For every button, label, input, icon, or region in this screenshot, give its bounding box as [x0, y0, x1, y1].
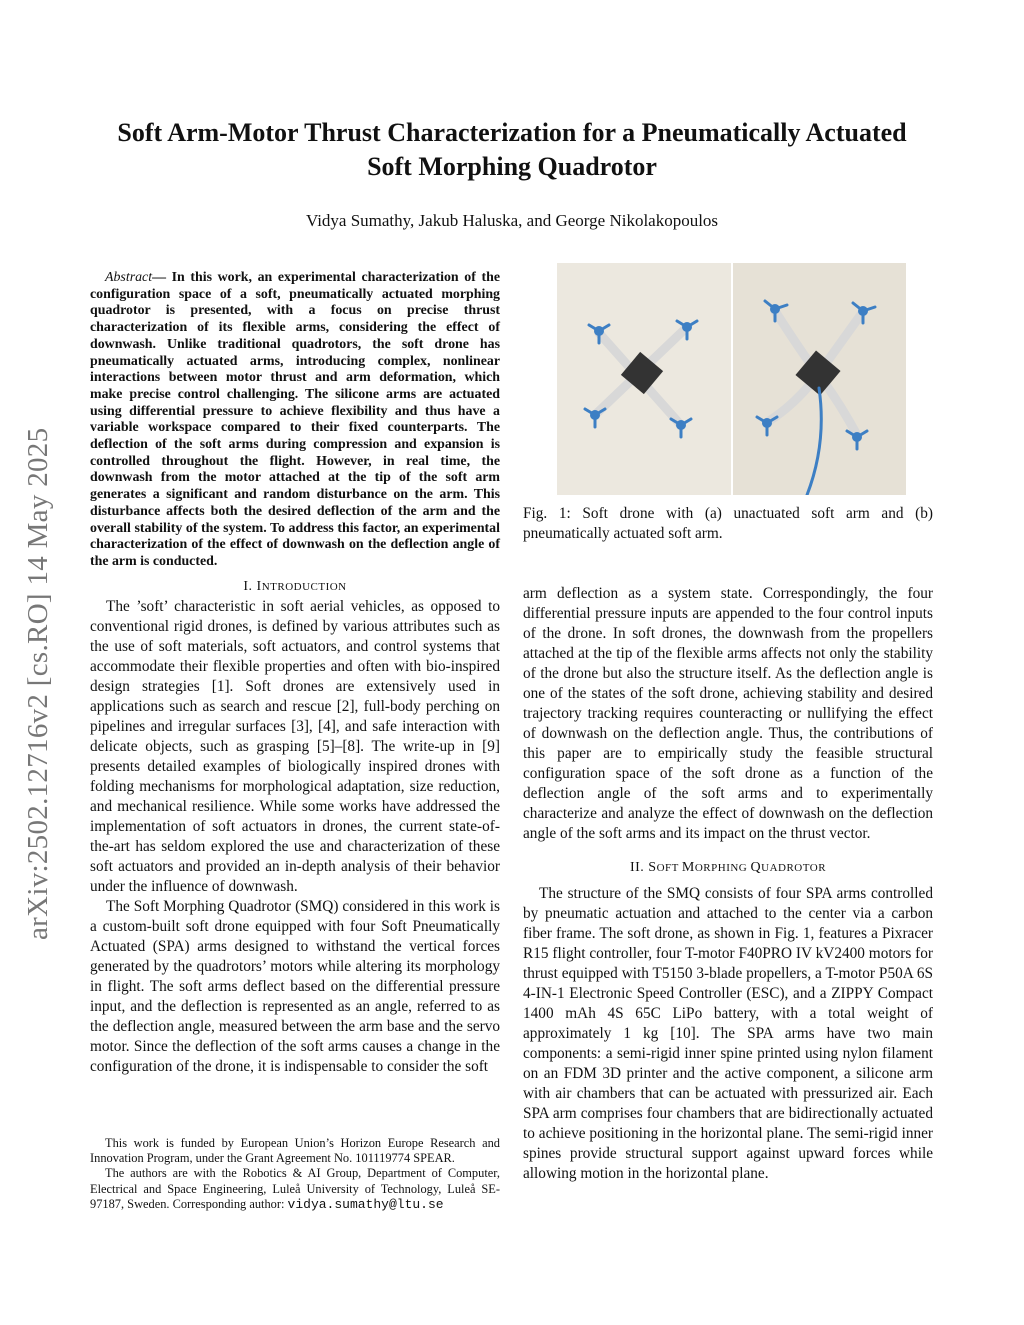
affiliation-footnote: The authors are with the Robotics & AI Group, Department of Computer, Electrical and Space Engineering, Luleå University of Technology, Luleå SE-97187, Sweden. Corresponding author: vidya.sumathy@ltu.se	[90, 1166, 500, 1212]
authors: Vidya Sumathy, Jakub Haluska, and George Nikolakopoulos	[305, 211, 719, 230]
abstract-text: — In this work, an experimental characterization of the configuration space of a soft, pneumatically actuated morphing quadrotor is presented, with a focus on precise thrust characterization of its flexible arms, considering the effect of downwash. Unlike traditional quadrotors, the soft drone has pneumatically actuated arms, introducing complex, nonlinear interactions between motor thrust and arm deformation, which make precise control challenging. The silicone arms are actuated using differential pressure to achieve flexibility and thus have a variable workspace compared to their fixed counterparts. The deflection of the soft arms during compression and expansion is controlled throughout the flight. However, in real time, the downwash from the motor attached at the tip of the soft arm generates a significant and random disturbance on the arm. This disturbance affects both the desired deflection of the arm and the overall stability of the system. To address this factor, an experimental characterization of the effect of downwash on the deflection angle of the arm is conducted.	[90, 270, 500, 569]
intro-paragraph-2-continued: arm deflection as a system state. Correspondingly, the four differential pressure inputs are appended to the four control inputs of the drone. In soft drones, the downwash from the propellers attached at the tip of the flexible arms affects not only the stability of the drone but also the structure itself. As the deflection angle is one of the states of the soft drone, achieving stability and desired trajectory tracking requires counteracting or nullifying the effect of downwash on the deflection angle. Thus, the contributions of this paper are to empirically study the feasible structural configuration space of the soft drone as a function of the deflection angle of the soft arms and to experimentally characterize and analyze the effect of downwash on the deflection angle of the soft arms and its impact on the thrust vector.	[523, 585, 933, 842]
footnotes	[90, 1136, 500, 1212]
section-heading-soft-morphing-quadrotor: II. SOFT MORPHING QUADROTOR	[629, 860, 827, 875]
section-heading-introduction: I. INTRODUCTION	[243, 578, 347, 594]
soft-drone-photos	[557, 263, 906, 495]
abstract	[90, 270, 500, 571]
title-line-2: Soft Morphing Quadrotor	[367, 152, 657, 181]
right-column	[523, 584, 933, 1184]
funding-footnote: This work is funded by European Union’s Horizon Europe Research and Innovation Program, under the Grant Agreement No. 101119774 SPEAR.	[90, 1136, 500, 1166]
abstract-label: Abstract	[105, 270, 153, 285]
figure-1-caption: Fig. 1: Soft drone with (a) unactuated soft arm and (b) pneumatically actuated soft arm.	[523, 505, 933, 542]
intro-paragraph-2: The Soft Morphing Quadrotor (SMQ) considered in this work is a custom-built soft drone equipped with four Soft Pneumatically Actuated (SPA) arms designed to withstand the vertical forces generated by the quadrotors’ motors while altering its morphology in flight. The soft arms deflect based on the differential pressure input, and the deflection is represented as an angle, referred to as the deflection angle, measured between the arm base and the servo motor. Since the deflection of the soft arms causes a change in the configuration of the drone, it is indispensable to consider the soft	[90, 897, 500, 1075]
smq-paragraph-1: The structure of the SMQ consists of four SPA arms controlled by pneumatic actuation and attached to the center via a carbon fiber frame. The soft drone, as shown in Fig. 1, features a Pixracer R15 flight controller, four T-motor F40PRO IV kV2400 motors for thrust equipped with T5150 3-blade propellers, a T-motor P50A 6S 4-IN-1 Electronic Speed Controller (ESC), and a ZIPPY Compact 1400 mAh 4S 65C LiPo battery, with a total weight of approximately 1 kg [10]. The SPA arms have two main components: a semi-rigid inner spine printed using nylon filament on an FDM 3D printer and the active component, a silicone arm with air chambers that can be actuated with pressurized air. Each SPA arm comprises four chambers that are bidirectionally actuated to achieve positioning in the horizontal plane. The semi-rigid inner spines provide structural support against upward forces while allowing motion in the horizontal plane.	[523, 885, 933, 1182]
arxiv-identifier: arXiv:2502.12716v2 [cs.RO] 14 May 2025	[22, 427, 54, 940]
paper-title	[60, 116, 964, 184]
left-column	[90, 270, 500, 1077]
title-line-1: Soft Arm-Motor Thrust Characterization for a Pneumatically Actuated	[117, 118, 907, 147]
author-email[interactable]: vidya.sumathy@ltu.se	[287, 1196, 444, 1212]
intro-paragraph-1: The ’soft’ characteristic in soft aerial vehicles, as opposed to conventional rigid drones, is defined by various attributes such as the use of soft materials, soft actuators, and control systems that accommodate their flexible properties and often with bio-inspired design strategies [1]. Soft drones are extensively used in applications such as search and rescue [2], full-body perching on pipelines and irregular surfaces [3], [4], and safe interaction with delicate objects, such as grasping [5]–[8]. The write-up in [9] presents detailed examples of biologically inspired drones with folding mechanisms for morphological adaptation, size reduction, and mechanical resilience. While some works have addressed the implementation of soft actuators in drones, the current state-of-the-art has seldom explored the use and characterization of these soft actuators and provided an in-depth analysis of their behavior under the influence of downwash.	[90, 597, 500, 895]
figure-1-photos	[557, 263, 906, 495]
